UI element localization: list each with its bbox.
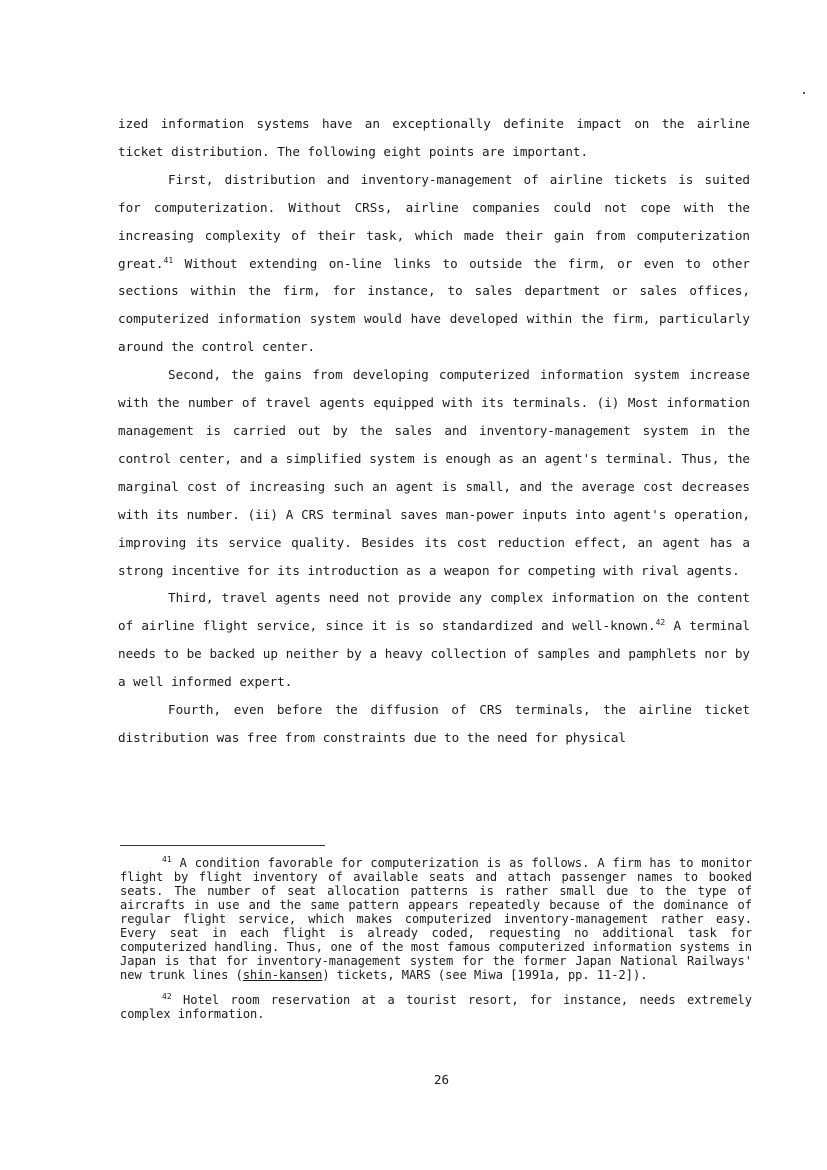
footnote-mark: 42 [162, 992, 172, 1001]
footnote-42 [120, 993, 752, 1021]
paragraph-continued: ized information systems have an exceptionally definite impact on the airline ticket distribution. The following eight points are important. [118, 116, 750, 159]
footnote-ref-41: 41 [163, 255, 174, 265]
paragraph-text: Without extending on-line links to outside the firm, or even to other sections within the firm, for instance, to sales department or sales offices, computerized information system would have developed within the firm, particularly around the control center. [118, 255, 750, 355]
footnote-emphasis: shin-kansen [242, 968, 323, 982]
footnote-text: Hotel room reservation at a tourist resort, for instance, needs extremely complex information. [120, 993, 752, 1021]
paragraph-text: A terminal needs to be backed up neither by a heavy collection of samples and pamphlets nor by a well informed expert. [118, 618, 751, 690]
footnote-separator [120, 845, 325, 846]
page-number: 26 [433, 1072, 450, 1087]
footnote-text: ) tickets, MARS (see Miwa [1991a, pp. 11-2]). [322, 968, 648, 982]
footnotes [120, 856, 752, 1021]
body-text [118, 110, 750, 752]
paragraph-fourth-point: Fourth, even before the diffusion of CRS terminals, the airline ticket distribution was free from constraints due to the need for physical [118, 702, 750, 745]
paragraph-second-point: Second, the gains from developing computerized information system increase with the number of travel agents equipped with its terminals. (i) Most information management is carried out by the sales and inventory-management system in the control center, and a simplified system is enough as an agent's terminal. Thus, the marginal cost of increasing such an agent is small, and the average cost decreases with its number. (ii) A CRS terminal saves man-power inputs into agent's operation, improving its service quality. Besides its cost reduction effect, an agent has a strong incentive for its introduction as a weapon for competing with rival agents. [118, 367, 750, 578]
footnote-mark: 41 [162, 855, 172, 864]
footnote-41 [120, 856, 752, 982]
footnote-text: A condition favorable for computerization is as follows. A firm has to monitor flight by flight inventory of available seats and attach passenger names to booked seats. The number of seat allocation patterns is rather small due to the type of aircrafts in use and the same pattern appears repeatedly because of the dominance of regular flight service, which makes computerized inventory-management rather easy. Every seat in each flight is already coded, requesting no additional task for computerized handling. Thus, one of the most famous computerized information systems in Japan is that for inventory-management system for the former Japan National Railways' new trunk lines ( [120, 856, 752, 982]
paragraph-first-point [118, 166, 750, 361]
paragraph-third-point [118, 584, 750, 696]
paragraph-text: Third, travel agents need not provide any complex information on the content of airline flight service, since it is so standardized and well-known. [118, 590, 750, 634]
paragraph-text: First, distribution and inventory-management of airline tickets is suited for computerization. Without CRSs, airline companies could not cope with the increasing complexity of their task, which made their gain from computerization great. [118, 171, 750, 271]
footnote-ref-42: 42 [655, 618, 666, 628]
scan-speck [803, 92, 805, 94]
